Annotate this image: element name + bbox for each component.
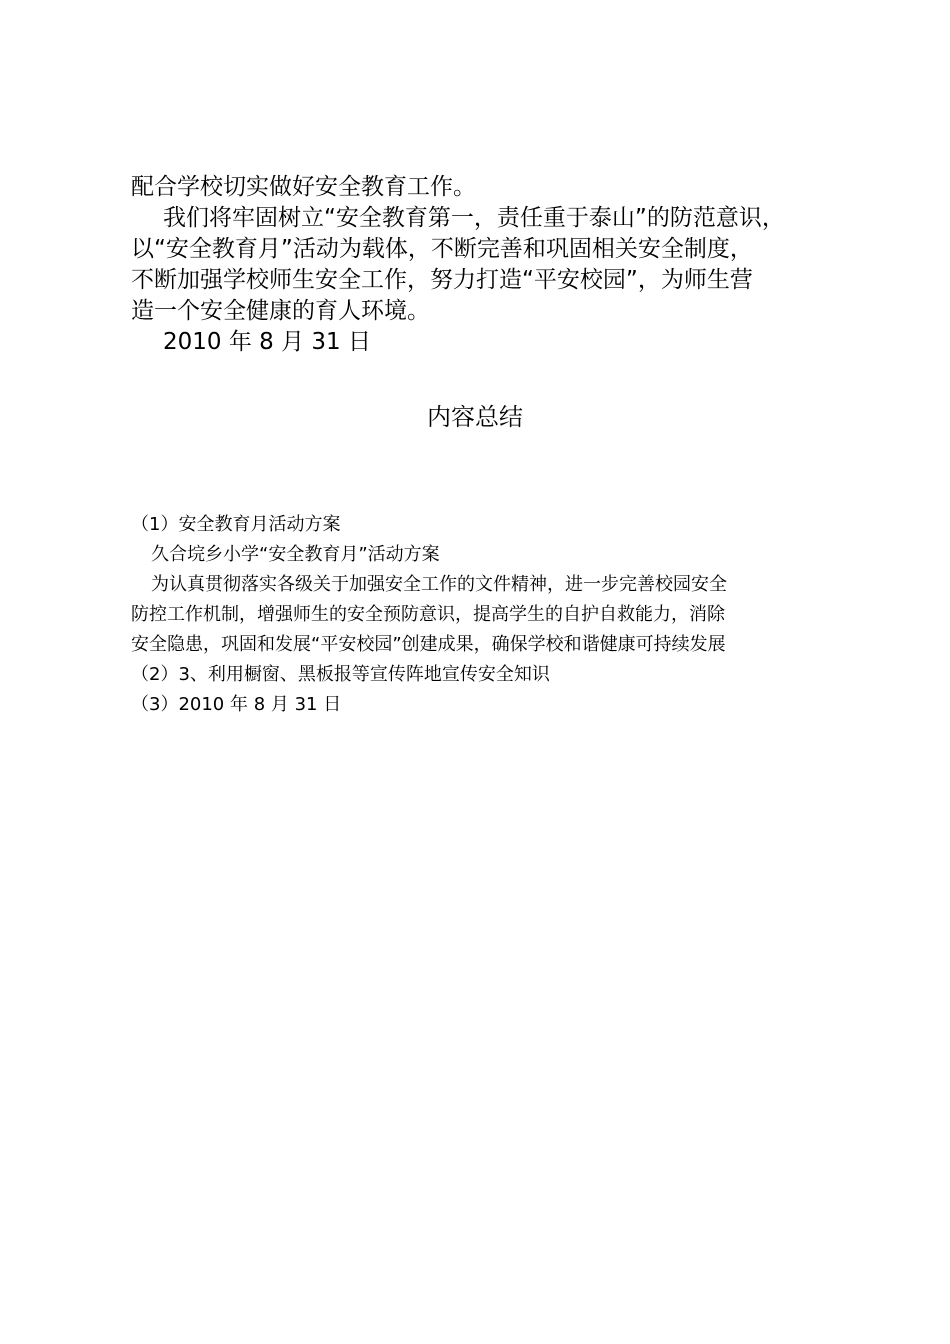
body-line: 以“安全教育月”活动为载体，不断完善和巩固相关安全制度， <box>131 236 753 262</box>
summary-paragraph-line: 防控工作机制，增强师生的安全预防意识，提高学生的自护自救能力，消除 <box>131 604 725 625</box>
summary-heading: 内容总结 <box>427 403 523 431</box>
body-text <box>131 172 861 358</box>
body-line: 不断加强学校师生安全工作，努力打造“平安校园”，为师生营 <box>131 267 753 293</box>
body-line: 我们将牢固树立“安全教育第一，责任重于泰山”的防范意识， <box>163 205 785 231</box>
summary-list <box>131 510 831 720</box>
summary-item: （3）2010 年 8 月 31 日 <box>131 694 342 715</box>
body-line: 配合学校切实做好安全教育工作。 <box>131 174 476 200</box>
summary-subtitle: 久合垸乡小学“安全教育月”活动方案 <box>151 544 440 565</box>
summary-paragraph-line: 为认真贯彻落实各级关于加强安全工作的文件精神，进一步完善校园安全 <box>151 574 727 595</box>
summary-item: （2）3、利用橱窗、黑板报等宣传阵地宣传安全知识 <box>131 664 550 685</box>
summary-item: （1）安全教育月活动方案 <box>131 514 341 535</box>
body-line: 造一个安全健康的育人环境。 <box>131 298 430 324</box>
summary-paragraph-line: 安全隐患，巩固和发展“平安校园”创建成果，确保学校和谐健康可持续发展 <box>131 634 726 655</box>
date-line: 2010 年 8 月 31 日 <box>163 329 371 355</box>
